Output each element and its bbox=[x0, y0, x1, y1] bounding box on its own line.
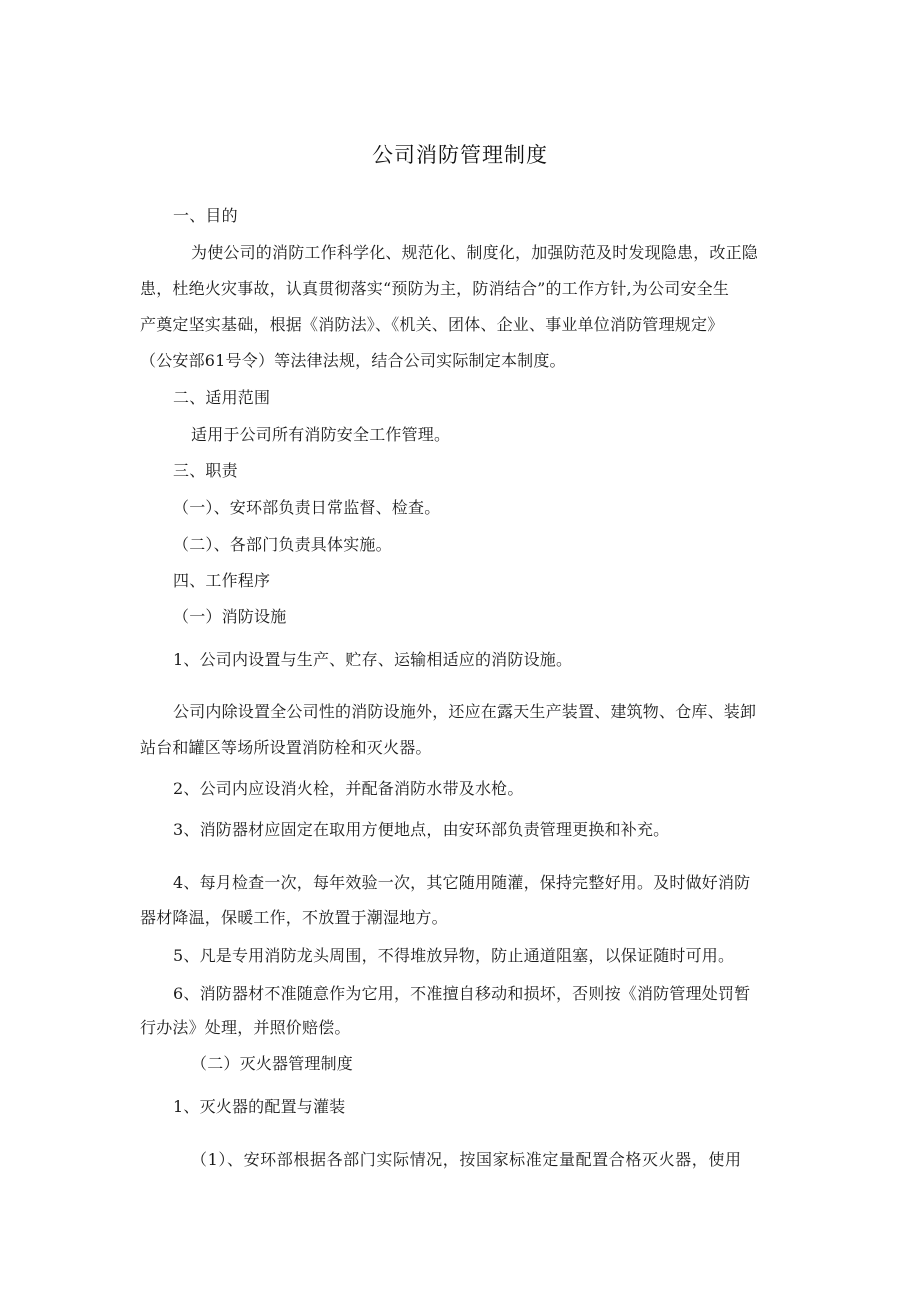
list-item: 1、公司内设置与生产、贮存、运输相适应的消防设施。 bbox=[173, 650, 573, 669]
paragraph-line: 为使公司的消防工作科学化、规范化、制度化，加强防范及时发现隐患，改正隐 bbox=[191, 243, 759, 262]
list-item: 1、灭火器的配置与灌装 bbox=[173, 1097, 346, 1116]
paragraph-line: 公司内除设置全公司性的消防设施外，还应在露天生产装置、建筑物、仓库、装卸 bbox=[173, 702, 757, 721]
list-item: （一）、安环部负责日常监督、检查。 bbox=[173, 498, 441, 517]
paragraph-line: 行办法》处理，并照价赔偿。 bbox=[140, 1018, 351, 1037]
list-item: 6、消防器材不准随意作为它用，不准擅自移动和损坏，否则按《消防管理处罚暂 bbox=[173, 984, 751, 1003]
subsection-heading: （一）消防设施 bbox=[173, 607, 287, 626]
paragraph-line: 产奠定坚实基础，根据《消防法》、《机关、团体、企业、事业单位消防管理规定》 bbox=[140, 315, 724, 334]
paragraph-line: 器材降温，保暖工作，不放置于潮湿地方。 bbox=[140, 908, 448, 927]
list-item: 5、凡是专用消防龙头周围，不得堆放异物，防止通道阻塞，以保证随时可用。 bbox=[173, 946, 735, 965]
subsection-heading: （二）灭火器管理制度 bbox=[191, 1054, 354, 1073]
section-heading-duties: 三、职责 bbox=[173, 461, 238, 480]
list-item: （1）、安环部根据各部门实际情况，按国家标准定量配置合格灭火器，使用 bbox=[191, 1150, 742, 1169]
list-item: （二）、各部门负责具体实施。 bbox=[173, 535, 392, 554]
paragraph-line: 适用于公司所有消防安全工作管理。 bbox=[191, 425, 451, 444]
section-heading-procedure: 四、工作程序 bbox=[173, 571, 271, 590]
section-heading-scope: 二、适用范围 bbox=[173, 388, 271, 407]
paragraph-line: 患，杜绝火灾事故，认真贯彻落实“预防为主，防消结合”的工作方针,为公司安全生 bbox=[140, 279, 730, 298]
paragraph-line: 站台和罐区等场所设置消防栓和灭火器。 bbox=[140, 738, 432, 757]
list-item: 4、每月检查一次，每年效验一次，其它随用随灌，保持完整好用。及时做好消防 bbox=[173, 873, 751, 892]
paragraph-line: （公安部61号令）等法律法规，结合公司实际制定本制度。 bbox=[140, 351, 566, 370]
section-heading-purpose: 一、目的 bbox=[173, 206, 238, 225]
document-title: 公司消防管理制度 bbox=[372, 143, 548, 167]
list-item: 2、公司内应设消火栓，并配备消防水带及水枪。 bbox=[173, 779, 524, 798]
list-item: 3、消防器材应固定在取用方便地点，由安环部负责管理更换和补充。 bbox=[173, 820, 670, 839]
